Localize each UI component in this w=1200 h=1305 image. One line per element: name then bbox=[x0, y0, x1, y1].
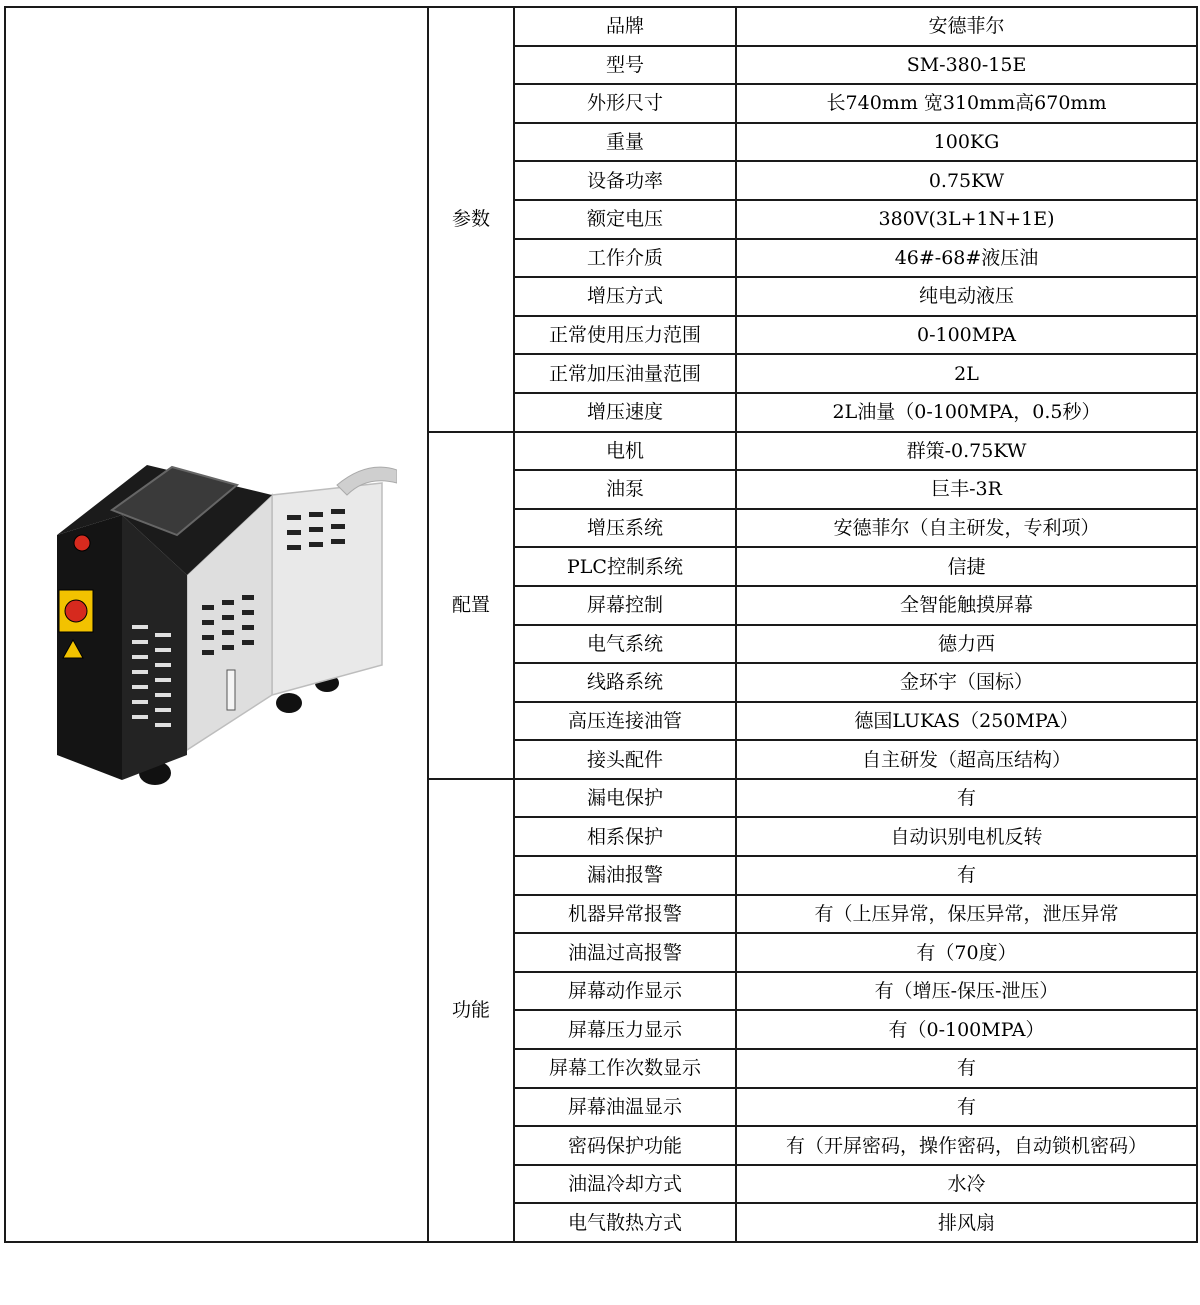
spec-label: 密码保护功能 bbox=[514, 1126, 736, 1165]
black-cabinet-front bbox=[57, 515, 122, 780]
spec-table-body bbox=[5, 7, 1197, 1242]
spec-value: 德力西 bbox=[736, 625, 1197, 664]
spec-label: 正常加压油量范围 bbox=[514, 354, 736, 393]
spec-value: 有（上压异常，保压异常，泄压异常 bbox=[736, 895, 1197, 934]
spec-label: 油温过高报警 bbox=[514, 933, 736, 972]
spec-value: 德国LUKAS（250MPA） bbox=[736, 702, 1197, 741]
product-image-cell bbox=[5, 7, 428, 1242]
spec-value: 0.75KW bbox=[736, 161, 1197, 200]
group-label: 配置 bbox=[428, 432, 514, 779]
spec-value: 自主研发（超高压结构） bbox=[736, 740, 1197, 779]
spec-label: 相系保护 bbox=[514, 817, 736, 856]
product-image-wrap bbox=[6, 8, 427, 1241]
spec-label: 额定电压 bbox=[514, 200, 736, 239]
spec-value: 0-100MPA bbox=[736, 316, 1197, 355]
spec-label: 油温冷却方式 bbox=[514, 1165, 736, 1204]
spec-value: 2L油量（0-100MPA，0.5秒） bbox=[736, 393, 1197, 432]
spec-value: 有（增压-保压-泄压） bbox=[736, 972, 1197, 1011]
spec-value: 安德菲尔 bbox=[736, 7, 1197, 46]
spec-value: 水冷 bbox=[736, 1165, 1197, 1204]
spec-value: 46#-68#液压油 bbox=[736, 239, 1197, 278]
spec-value: 有 bbox=[736, 1049, 1197, 1088]
wheel-front-right bbox=[276, 693, 302, 713]
spec-label: 重量 bbox=[514, 123, 736, 162]
spec-label: 品牌 bbox=[514, 7, 736, 46]
spec-label: 增压速度 bbox=[514, 393, 736, 432]
spec-value: 有（0-100MPA） bbox=[736, 1010, 1197, 1049]
spec-value: 380V(3L+1N+1E) bbox=[736, 200, 1197, 239]
spec-label: 增压系统 bbox=[514, 509, 736, 548]
spec-label: 屏幕油温显示 bbox=[514, 1088, 736, 1127]
spec-value: 纯电动液压 bbox=[736, 277, 1197, 316]
spec-label: 线路系统 bbox=[514, 663, 736, 702]
spec-value: 有 bbox=[736, 779, 1197, 818]
spec-label: 增压方式 bbox=[514, 277, 736, 316]
group-label: 功能 bbox=[428, 779, 514, 1242]
spec-value: 2L bbox=[736, 354, 1197, 393]
spec-label: 屏幕压力显示 bbox=[514, 1010, 736, 1049]
spec-label: 油泵 bbox=[514, 470, 736, 509]
spec-label: 漏油报警 bbox=[514, 856, 736, 895]
spec-value: 安德菲尔（自主研发，专利项） bbox=[736, 509, 1197, 548]
spec-value: 金环宇（国标） bbox=[736, 663, 1197, 702]
spec-label: 屏幕动作显示 bbox=[514, 972, 736, 1011]
spec-value: 100KG bbox=[736, 123, 1197, 162]
spec-row bbox=[5, 7, 1197, 46]
spec-table bbox=[4, 6, 1198, 1243]
spec-label: 工作介质 bbox=[514, 239, 736, 278]
spec-label: 高压连接油管 bbox=[514, 702, 736, 741]
spec-value: 有（开屏密码，操作密码，自动锁机密码） bbox=[736, 1126, 1197, 1165]
spec-label: 屏幕控制 bbox=[514, 586, 736, 625]
spec-label: 型号 bbox=[514, 46, 736, 85]
spec-label: 机器异常报警 bbox=[514, 895, 736, 934]
spec-label: 正常使用压力范围 bbox=[514, 316, 736, 355]
emergency-stop-icon bbox=[74, 535, 90, 551]
spec-value: 有 bbox=[736, 1088, 1197, 1127]
spec-value: 有 bbox=[736, 856, 1197, 895]
spec-value: 群策-0.75KW bbox=[736, 432, 1197, 471]
spec-label: 屏幕工作次数显示 bbox=[514, 1049, 736, 1088]
spec-value: 有（70度） bbox=[736, 933, 1197, 972]
spec-label: 漏电保护 bbox=[514, 779, 736, 818]
spec-label: 电气散热方式 bbox=[514, 1203, 736, 1242]
group-label: 参数 bbox=[428, 7, 514, 432]
spec-label: PLC控制系统 bbox=[514, 547, 736, 586]
spec-label: 外形尺寸 bbox=[514, 84, 736, 123]
spec-label: 电机 bbox=[514, 432, 736, 471]
spec-value: 全智能触摸屏幕 bbox=[736, 586, 1197, 625]
side-panel bbox=[272, 483, 382, 695]
spec-label: 接头配件 bbox=[514, 740, 736, 779]
spec-value: 自动识别电机反转 bbox=[736, 817, 1197, 856]
spec-value: 长740mm 宽310mm高670mm bbox=[736, 84, 1197, 123]
spec-value: 排风扇 bbox=[736, 1203, 1197, 1242]
oil-gauge-icon bbox=[227, 670, 235, 710]
spec-label: 设备功率 bbox=[514, 161, 736, 200]
spec-value: 信捷 bbox=[736, 547, 1197, 586]
product-image bbox=[37, 455, 397, 795]
spec-value: 巨丰-3R bbox=[736, 470, 1197, 509]
spec-label: 电气系统 bbox=[514, 625, 736, 664]
spec-value: SM-380-15E bbox=[736, 46, 1197, 85]
